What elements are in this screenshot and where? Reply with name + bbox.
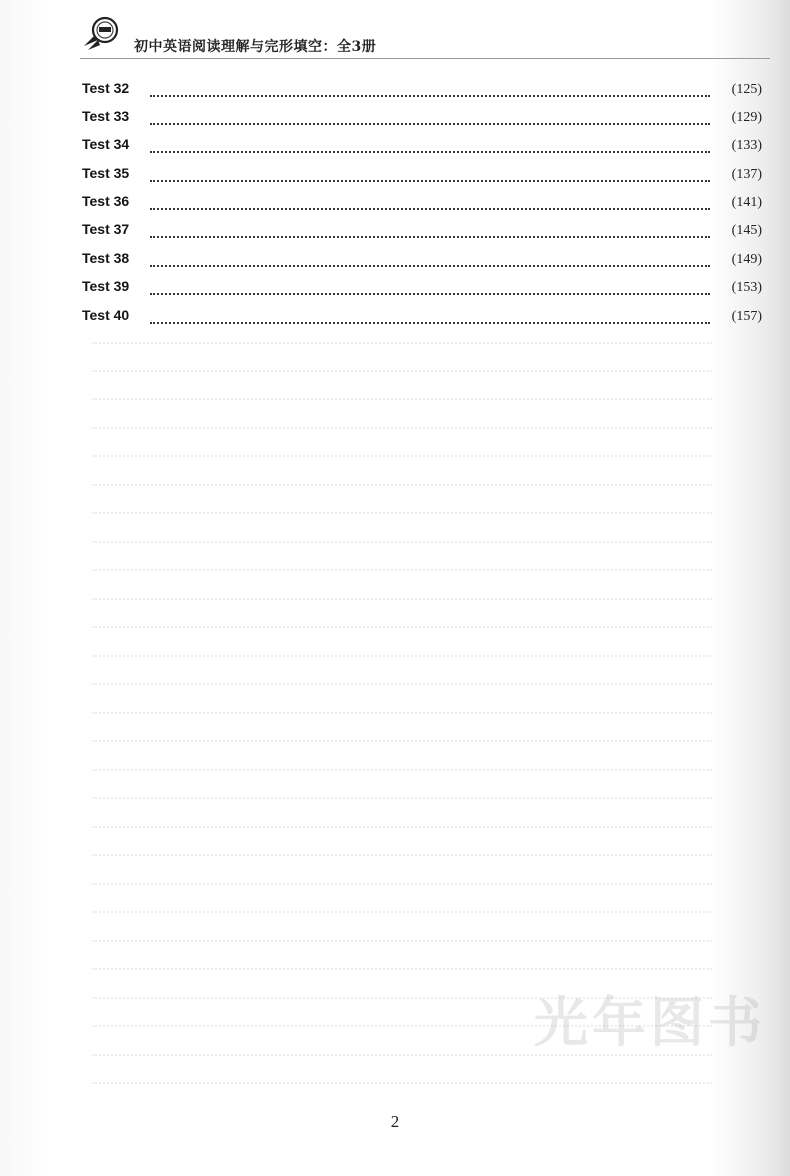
toc-entry[interactable] <box>82 165 762 185</box>
toc-entry[interactable] <box>82 136 762 156</box>
toc-entry[interactable] <box>82 80 762 100</box>
toc-entry-page: (145) <box>731 223 762 238</box>
toc-entry[interactable] <box>82 250 762 270</box>
ribbon-badge-icon <box>78 12 122 56</box>
toc-entry-label: Test 40 <box>82 307 130 323</box>
page-number: 2 <box>390 1112 400 1131</box>
toc-entry-page: (149) <box>731 252 762 267</box>
dot-leader <box>150 208 710 210</box>
publisher-watermark: 光年图书 <box>534 991 766 1054</box>
toc-entry[interactable] <box>82 108 762 128</box>
toc-entry-page: (153) <box>731 280 762 295</box>
toc-entry-label: Test 33 <box>82 108 130 124</box>
toc-entry[interactable] <box>82 278 762 298</box>
dot-leader <box>150 293 710 295</box>
toc-entry-page: (141) <box>731 195 762 210</box>
dot-leader <box>150 180 710 182</box>
toc-entry[interactable] <box>82 221 762 241</box>
toc-entry-label: Test 34 <box>82 136 130 152</box>
toc-entry[interactable] <box>82 307 762 327</box>
toc-entry-page: (125) <box>731 82 762 97</box>
dot-leader <box>150 123 710 125</box>
dot-leader <box>150 322 710 324</box>
toc-entry[interactable] <box>82 193 762 213</box>
toc-entry-page: (133) <box>731 138 762 153</box>
toc-entry-label: Test 35 <box>82 165 130 181</box>
dot-leader <box>150 236 710 238</box>
toc-entry-page: (157) <box>731 309 762 324</box>
toc-entry-label: Test 37 <box>82 221 130 237</box>
toc-entry-page: (129) <box>731 110 762 125</box>
dot-leader <box>150 151 710 153</box>
toc-entry-label: Test 32 <box>82 80 130 96</box>
dot-leader <box>150 265 710 267</box>
dot-leader <box>150 95 710 97</box>
header-rule <box>80 58 770 59</box>
toc-entry-label: Test 39 <box>82 278 130 294</box>
toc-entry-label: Test 36 <box>82 193 130 209</box>
page-header <box>78 12 768 60</box>
toc-entry-page: (137) <box>731 167 762 182</box>
toc-entry-label: Test 38 <box>82 250 130 266</box>
book-title: 初中英语阅读理解与完形填空：全3册 <box>134 39 377 55</box>
